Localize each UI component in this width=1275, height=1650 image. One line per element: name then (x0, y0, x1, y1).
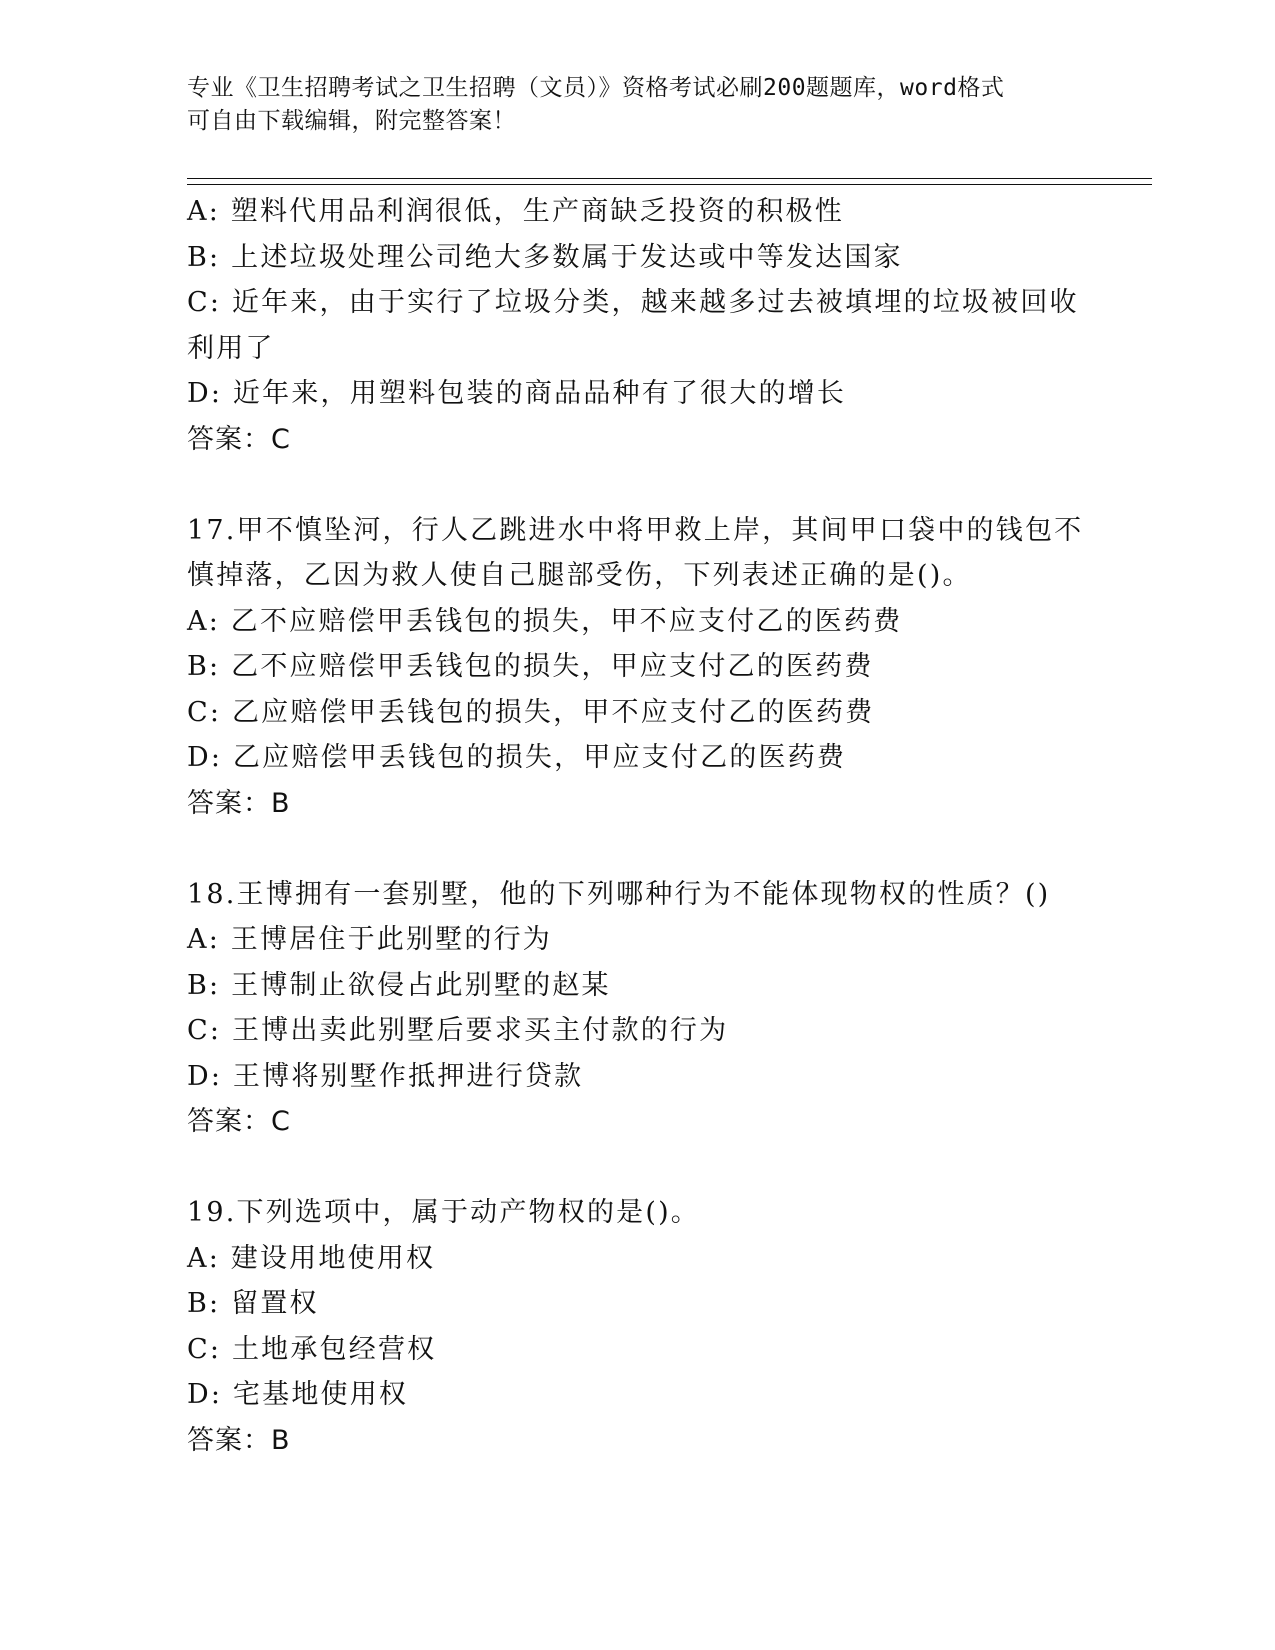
header-line-1: 专业《卫生招聘考试之卫生招聘（文员）》资格考试必刷200题题库，word格式 (187, 75, 1005, 101)
option-line: A: 王博居住于此别墅的行为 (187, 924, 552, 955)
header-rule-bottom (187, 184, 1152, 185)
header-rule-top (187, 178, 1152, 179)
option-line: B: 上述垃圾处理公司绝大多数属于发达或中等发达国家 (187, 241, 903, 273)
question-19 (187, 1190, 1087, 1463)
answer-line: 答案：C (187, 1106, 291, 1137)
option-line: B: 留置权 (187, 1288, 319, 1319)
answer-line: 答案：B (187, 1424, 291, 1456)
question-stem: 慎掉落，乙因为救人使自己腿部受伤，下列表述正确的是()。 (187, 560, 972, 591)
option-line: 利用了 (187, 332, 275, 364)
question-stem: 17.甲不慎坠河，行人乙跳进水中将甲救上岸，其间甲口袋中的钱包不 (187, 514, 1084, 546)
option-line: C: 土地承包经营权 (187, 1333, 437, 1365)
question-17 (187, 508, 1087, 827)
option-line: D: 乙应赔偿甲丢钱包的损失，甲应支付乙的医药费 (187, 742, 847, 773)
option-line: D: 王博将别墅作抵押进行贷款 (187, 1060, 584, 1092)
document-body (187, 189, 1087, 1463)
question-18 (187, 872, 1087, 1145)
option-line: B: 乙不应赔偿甲丢钱包的损失，甲应支付乙的医药费 (187, 651, 874, 682)
answer-line: 答案：B (187, 787, 291, 819)
option-line: B: 王博制止欲侵占此别墅的赵某 (187, 969, 611, 1001)
option-line: D: 宅基地使用权 (187, 1379, 409, 1410)
header-line-2: 可自由下载编辑，附完整答案！ (187, 108, 516, 134)
option-line: A: 塑料代用品利润很低，生产商缺乏投资的积极性 (187, 196, 844, 227)
option-line: D: 近年来，用塑料包装的商品品种有了很大的增长 (187, 378, 847, 409)
question-16-continued (187, 189, 1087, 462)
option-line: A: 乙不应赔偿甲丢钱包的损失，甲不应支付乙的医药费 (187, 605, 903, 637)
answer-line: 答案：C (187, 423, 291, 455)
option-line: C: 乙应赔偿甲丢钱包的损失，甲不应支付乙的医药费 (187, 696, 875, 728)
option-line: C: 近年来，由于实行了垃圾分类，越来越多过去被填埋的垃圾被回收 (187, 287, 1079, 318)
document-header (187, 72, 1067, 138)
option-line: C: 王博出卖此别墅后要求买主付款的行为 (187, 1015, 729, 1046)
question-stem: 19.下列选项中，属于动产物权的是()。 (187, 1197, 701, 1228)
option-line: A: 建设用地使用权 (187, 1242, 436, 1274)
question-stem: 18.王博拥有一套别墅，他的下列哪种行为不能体现物权的性质？() (187, 878, 1051, 910)
